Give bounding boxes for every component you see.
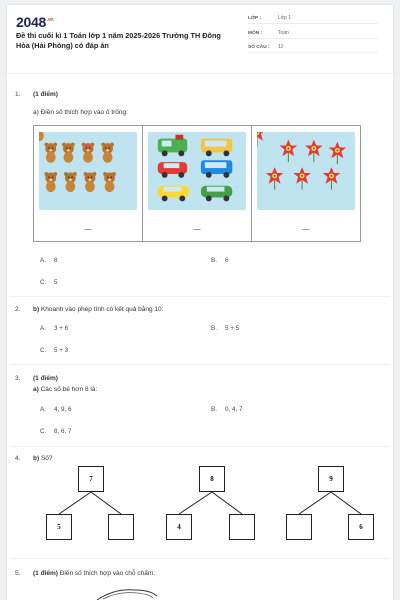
page-title: Đề thi cuối kì 1 Toán lớp 1 năm 2025-2026 Trường TH Đông Hòa (Hải Phòng) có đáp án xyxy=(16,31,221,50)
question-1-text: a) Điền số thích hợp vào ô trống: xyxy=(33,109,128,116)
question-1-number: 1. xyxy=(15,91,21,98)
q1-option-b[interactable]: B. 6 xyxy=(211,257,229,264)
counting-picture-table xyxy=(33,125,361,242)
meta-row-count: SỐ CÂU : 12 xyxy=(248,39,378,54)
q3-option-c[interactable]: C. 8, 6, 7 xyxy=(40,428,72,435)
question-divider xyxy=(10,364,390,365)
question-5-text: (1 điểm) Điền số thích hợp vào chỗ chấm: xyxy=(33,570,156,577)
question-3-number: 3. xyxy=(15,375,21,382)
teddy-bears-image xyxy=(39,132,137,210)
document-page xyxy=(6,4,394,600)
tree-3-top: 9 xyxy=(318,466,344,492)
question-3-points: (1 điểm) xyxy=(33,375,58,382)
pinwheels-image xyxy=(257,132,355,210)
question-2-text: b) Khoanh vào phép tính có kết quả bằng 10: xyxy=(33,306,164,313)
tree-3-right: 6 xyxy=(348,514,374,540)
tree-1-right-blank[interactable] xyxy=(108,514,134,540)
q2-option-b[interactable]: B. 5 + 5 xyxy=(211,325,240,332)
question-2-number: 2. xyxy=(15,306,21,313)
q2-option-c[interactable]: C. 5 + 3 xyxy=(40,347,69,354)
question-5-image-partial xyxy=(95,586,165,600)
q3-option-a[interactable]: A. 4, 9, 6 xyxy=(40,406,72,413)
question-divider xyxy=(10,558,390,559)
q1-option-c[interactable]: C. 5 xyxy=(40,279,58,286)
question-3-text: a) Các số bé hơn 8 là: xyxy=(33,386,98,393)
question-5-number: 5. xyxy=(15,570,21,577)
tree-2-right-blank[interactable] xyxy=(229,514,255,540)
q2-option-a[interactable]: A. 3 + 6 xyxy=(40,325,69,332)
meta-row-subject: MÔN : Toán xyxy=(248,24,378,39)
tree-2-top: 8 xyxy=(199,466,225,492)
meta-row-class: LỚP : Lớp 1 xyxy=(248,15,378,24)
header-divider xyxy=(0,73,400,74)
cell-teddy-bears xyxy=(34,126,143,241)
tree-2-left: 4 xyxy=(166,514,192,540)
site-logo[interactable]: $2048^{.vn}$ xyxy=(16,14,54,30)
q1-option-a[interactable]: A. 8 xyxy=(40,257,58,264)
blank-answer-2[interactable]: — xyxy=(193,226,201,233)
toy-cars-image xyxy=(148,132,246,210)
question-divider xyxy=(10,296,390,297)
blank-answer-3[interactable]: — xyxy=(302,226,310,233)
blank-answer-1[interactable]: — xyxy=(84,226,92,233)
tree-1-top: 7 xyxy=(78,466,104,492)
question-4-text: b) Số? xyxy=(33,455,53,462)
tree-3-left-blank[interactable] xyxy=(286,514,312,540)
question-4-number: 4. xyxy=(15,455,21,462)
q3-option-b[interactable]: B. 0, 4, 7 xyxy=(211,406,243,413)
cell-toy-cars xyxy=(143,126,252,241)
tree-1-left: 5 xyxy=(46,514,72,540)
meta-info xyxy=(248,15,378,53)
question-divider xyxy=(10,446,390,447)
cell-pinwheels xyxy=(252,126,360,241)
question-1-points: (1 điểm) xyxy=(33,91,58,98)
